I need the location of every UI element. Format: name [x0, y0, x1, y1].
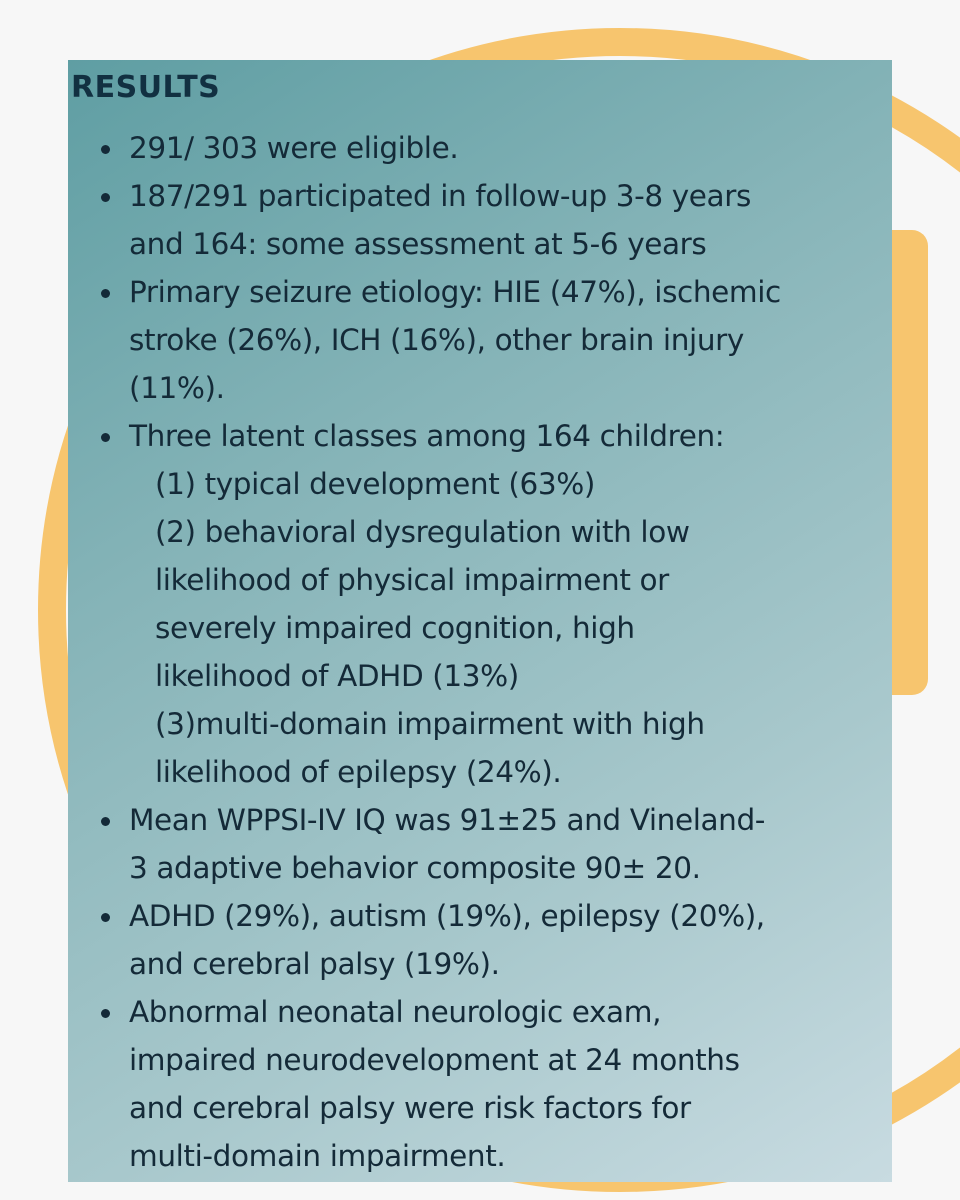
latent-class-line: likelihood of epilepsy (24%).	[155, 755, 562, 789]
item-text-line: Three latent classes among 164 children:	[129, 419, 725, 453]
item-text-line: stroke (26%), ICH (16%), other brain injury	[129, 323, 744, 357]
list-item	[68, 988, 868, 1180]
item-text-line: impaired neurodevelopment at 24 months	[129, 1043, 740, 1077]
list-item	[68, 124, 868, 172]
results-list	[68, 124, 868, 1180]
results-heading: RESULTS	[71, 70, 221, 105]
item-text-line: and 164: some assessment at 5-6 years	[129, 227, 707, 261]
item-text-line: (11%).	[129, 371, 225, 405]
latent-class-line: (3)multi-domain impairment with high	[155, 707, 705, 741]
item-text-line: multi-domain impairment.	[129, 1139, 506, 1173]
item-text-line: 291/ 303 were eligible.	[129, 131, 459, 165]
latent-class-line: (1) typical development (63%)	[155, 467, 595, 501]
item-text-line: ADHD (29%), autism (19%), epilepsy (20%),	[129, 899, 765, 933]
list-item	[68, 892, 868, 988]
item-text-line: 187/291 participated in follow-up 3-8 years	[129, 179, 751, 213]
item-text-line: 3 adaptive behavior composite 90± 20.	[129, 851, 701, 885]
item-text-line: and cerebral palsy were risk factors for	[129, 1091, 691, 1125]
item-text-line: Primary seizure etiology: HIE (47%), ischemic	[129, 275, 781, 309]
latent-class-line: severely impaired cognition, high	[155, 611, 635, 645]
latent-class-line: likelihood of physical impairment or	[155, 563, 669, 597]
item-text-line: Mean WPPSI-IV IQ was 91±25 and Vineland-	[129, 803, 766, 837]
bullet-dot	[101, 1009, 110, 1018]
list-item	[68, 172, 868, 268]
latent-class-line: likelihood of ADHD (13%)	[155, 659, 519, 693]
bullet-dot	[101, 193, 110, 202]
item-text-line: Abnormal neonatal neurologic exam,	[129, 995, 662, 1029]
list-item	[68, 796, 868, 892]
list-item	[68, 268, 868, 412]
bullet-dot	[101, 817, 110, 826]
list-item	[68, 412, 868, 796]
bullet-dot	[101, 289, 110, 298]
latent-class-line: (2) behavioral dysregulation with low	[155, 515, 690, 549]
results-card	[68, 60, 892, 1182]
bullet-dot	[101, 433, 110, 442]
bullet-dot	[101, 145, 110, 154]
bullet-dot	[101, 913, 110, 922]
item-text-line: and cerebral palsy (19%).	[129, 947, 500, 981]
